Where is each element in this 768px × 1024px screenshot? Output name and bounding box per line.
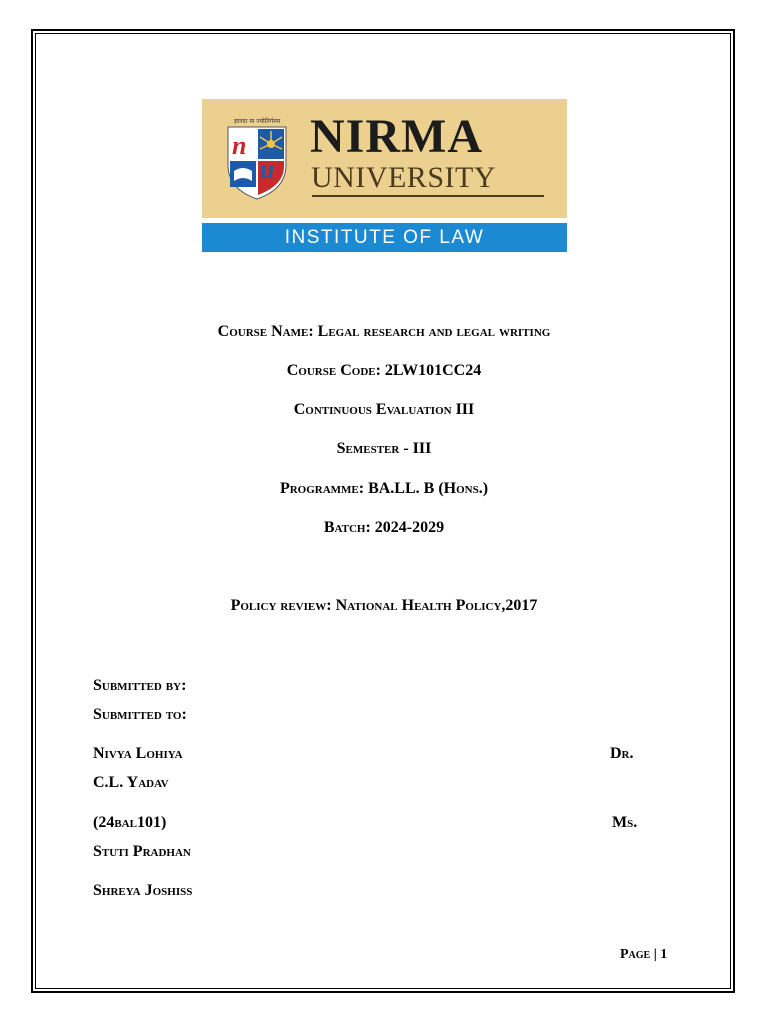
teacher-2-name: Stuti Pradhan: [93, 843, 191, 860]
student-name: Nivya Lohiya: [93, 745, 183, 762]
logo-rule: [312, 195, 544, 197]
policy-title: Policy review: National Health Policy,2017: [230, 597, 538, 614]
logo-university-text: UNIVERSITY: [311, 161, 496, 194]
teacher-3-name: Shreya Joshiss: [93, 882, 193, 899]
crest-letter-n: n: [232, 131, 247, 160]
submitted-to-label: Submitted to:: [93, 706, 187, 723]
course-name: Course Name: Legal research and legal writing: [217, 323, 551, 340]
logo-nirma-text: NIRMA: [310, 110, 483, 163]
crest-letter-u: u: [260, 155, 275, 184]
semester: Semester - III: [336, 440, 432, 457]
crest-motto: ज्ञानदा मा ज्योतिर्गमय: [233, 118, 281, 125]
teacher-2-prefix: Ms.: [612, 814, 638, 831]
nirma-university-logo: [202, 99, 567, 252]
evaluation-title: Continuous Evaluation III: [293, 401, 475, 418]
programme: Programme: BA.LL. B (Hons.): [279, 480, 489, 497]
logo-banner: INSTITUTE OF LAW: [202, 223, 567, 252]
page-number: Page | 1: [620, 947, 668, 962]
batch: Batch: 2024-2029: [323, 519, 445, 536]
student-id: (24bal101): [93, 814, 167, 831]
teacher-1-prefix: Dr.: [610, 745, 634, 762]
submitted-by-label: Submitted by:: [93, 677, 187, 694]
course-code: Course Code: 2LW101CC24: [286, 362, 482, 379]
teacher-1-name: C.L. Yadav: [93, 774, 169, 791]
